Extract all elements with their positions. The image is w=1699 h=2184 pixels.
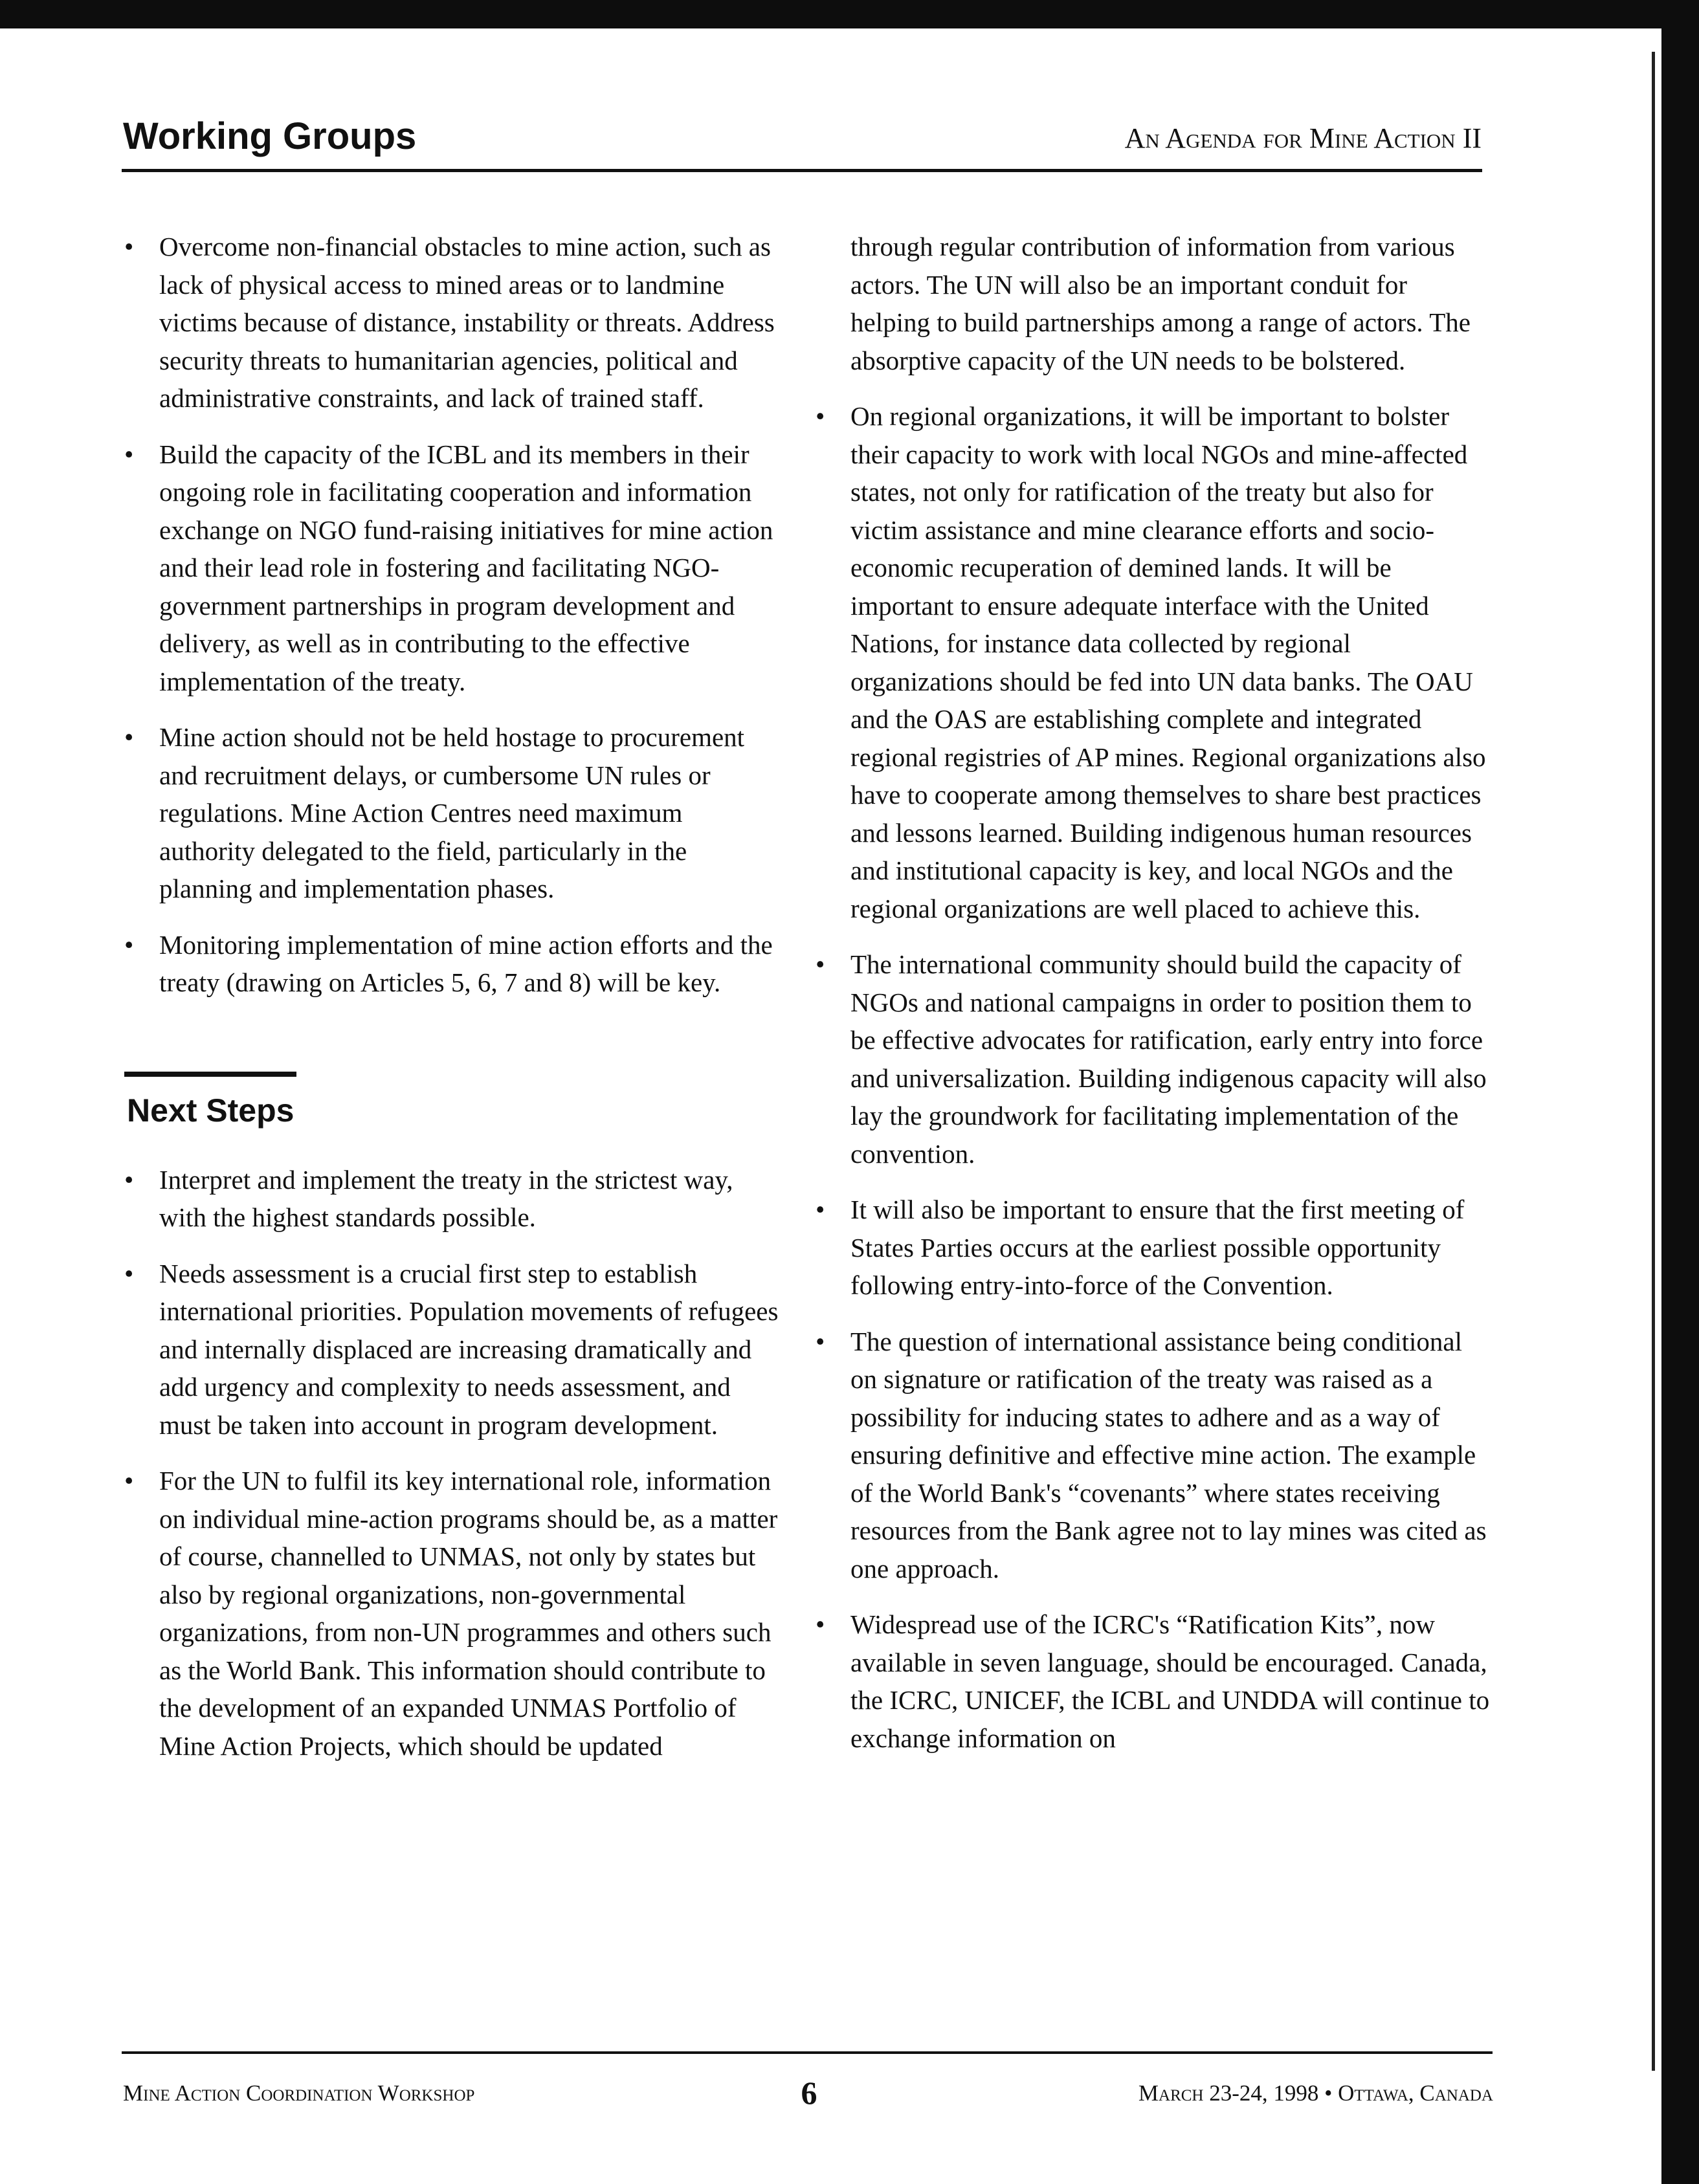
list-item	[123, 1161, 783, 1237]
list-item	[123, 436, 783, 701]
list-item	[814, 1191, 1491, 1305]
bullet-icon: •	[816, 1195, 825, 1224]
bullet-icon: •	[816, 1609, 825, 1639]
list-item	[123, 228, 783, 417]
footer-date-location: March 23-24, 1998 • Ottawa, Canada	[1138, 2080, 1493, 2106]
bullet-icon: •	[124, 439, 134, 469]
bullet-icon: •	[124, 1258, 134, 1288]
left-column	[123, 228, 783, 1783]
list-item-text: Widespread use of the ICRC's “Ratification Kits”, now available in seven language, should be encouraged. Canada, the ICRC, UNICEF, the ICBL and UNDDA will continue to exchange information on	[850, 1609, 1490, 1753]
footer-workshop-name: Mine Action Coordination Workshop	[123, 2080, 475, 2106]
page-header-title: Working Groups	[123, 115, 417, 157]
bullet-icon: •	[124, 1164, 134, 1195]
list-item-text: It will also be important to ensure that the first meeting of States Parties occurs at the earliest possible opportunity following entry-into-force of the Convention.	[850, 1195, 1465, 1300]
next-steps-list	[123, 1161, 783, 1765]
list-item-text: The international community should build the capacity of NGOs and national campaigns in order to position them to be effective advocates for ratification, early entry into force and universalization. Building indigenous capacity will also lay the groundwork for facilitating implementation of the convention.	[850, 949, 1487, 1169]
bullet-icon: •	[816, 949, 825, 979]
page-number: 6	[801, 2075, 817, 2111]
scan-top-border	[0, 0, 1699, 28]
list-item	[814, 945, 1491, 1173]
list-item-text: For the UN to fulfil its key international role, information on individual mine-action programs should be, as a matter of course, channelled to UNMAS, not only by states but also by regional organizations, non-governmental organizations, from non-UN programmes and others such as the World Bank. This information should contribute to the development of an expanded UNMAS Portfolio of Mine Action Projects, which should be updated	[159, 1466, 778, 1761]
bullet-icon: •	[124, 929, 134, 960]
list-item-text: Overcome non-financial obstacles to mine action, such as lack of physical access to mined areas or to landmine victims because of distance, instability or threats. Address security threats to humanitarian agencies, political and administrative constraints, and lack of trained staff.	[159, 232, 775, 413]
next-steps-list-continued	[814, 397, 1491, 1757]
scan-right-border	[1661, 0, 1699, 2184]
list-item	[123, 1255, 783, 1444]
right-column	[814, 228, 1491, 1775]
bullet-icon: •	[124, 722, 134, 752]
next-steps-section	[123, 1072, 783, 1765]
list-item-text: Mine action should not be held hostage to procurement and recruitment delays, or cumbersome UN rules or regulations. Mine Action Centres need maximum authority delegated to the field, particularly in the planning and implementation phases.	[159, 722, 745, 903]
list-item	[814, 1605, 1491, 1757]
list-item-text: Build the capacity of the ICBL and its members in their ongoing role in facilitating cooperation and information exchange on NGO fund-raising initiatives for mine action and their lead role in fostering and facilitating NGO-government partnerships in program development and delivery, as well as in contributing to the effective implementation of the treaty.	[159, 439, 773, 696]
footer-rule	[122, 2051, 1493, 2054]
list-item-text: The question of international assistance being conditional on signature or ratification of the treaty was raised as a possibility for inducing states to adhere and as a way of ensuring definitive and effective mine action. The example of the World Bank's “covenants” where states receiving resources from the Bank agree not to lay mines was cited as one approach.	[850, 1326, 1487, 1583]
list-item	[814, 397, 1491, 927]
list-item-text: Interpret and implement the treaty in the strictest way, with the highest standards possible.	[159, 1164, 733, 1232]
bullet-icon: •	[124, 232, 134, 261]
bullet-icon: •	[816, 1326, 825, 1356]
scan-edge-line	[1652, 52, 1655, 2071]
continued-paragraph: through regular contribution of information from various actors. The UN will also be an important conduit for helping to build partnerships among a range of actors. The absorptive capacity of the UN needs to be bolstered.	[850, 232, 1471, 375]
bullet-icon: •	[816, 401, 825, 431]
list-item	[123, 718, 783, 908]
header-rule	[122, 169, 1482, 172]
list-item	[814, 1323, 1491, 1588]
list-item	[123, 1462, 783, 1765]
list-item-text: Monitoring implementation of mine action efforts and the treaty (drawing on Articles 5, 6, 7 and 8) will be key.	[159, 929, 773, 997]
section-heading: Next Steps	[127, 1092, 294, 1129]
bullet-icon: •	[124, 1466, 134, 1495]
section-rule	[124, 1072, 296, 1077]
list-item-text: On regional organizations, it will be important to bolster their capacity to work with local NGOs and mine-affected states, not only for ratification of the treaty but also for victim assistance and mine clearance efforts and socio-economic recuperation of demined lands. It will be important to ensure adequate interface with the United Nations, for instance data collected by regional organizations should be fed into UN data banks. The OAU and the OAS are establishing complete and integrated regional registries of AP mines. Regional organizations also have to cooperate among themselves to share best practices and lessons learned. Building indigenous human resources and institutional capacity is key, and local NGOs and the regional organizations are well placed to achieve this.	[850, 401, 1486, 923]
page-header-agenda: An Agenda for Mine Action II	[1124, 122, 1482, 154]
list-item	[123, 926, 783, 1002]
list-item-text: Needs assessment is a crucial first step to establish international priorities. Population movements of refugees and internally displaced are increasing dramatically and add urgency and complexity to needs assessment, and must be taken into account in program development.	[159, 1258, 779, 1440]
working-groups-list	[123, 228, 783, 1002]
